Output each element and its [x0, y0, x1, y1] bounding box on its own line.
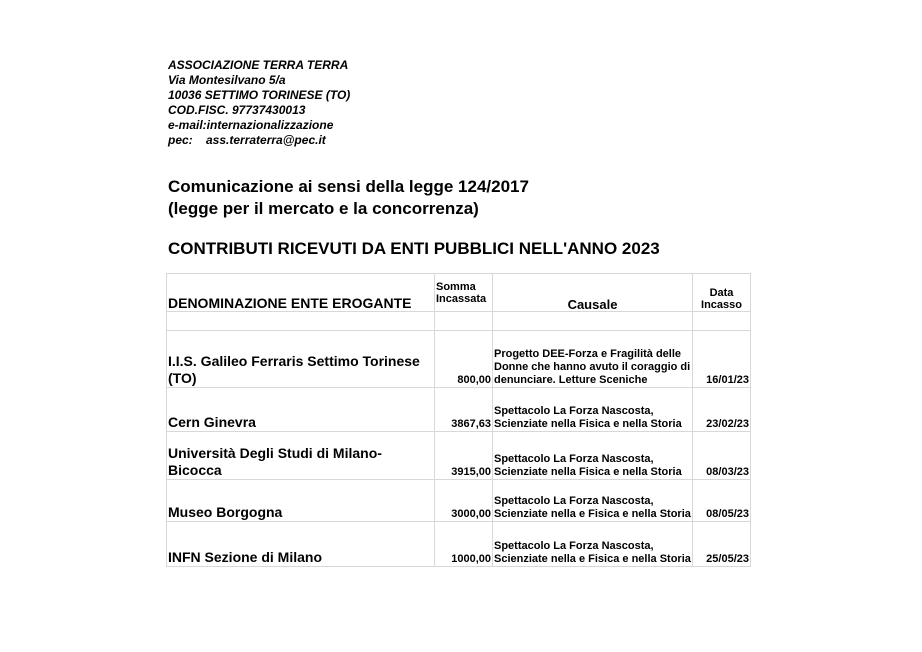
- causale-cell: Spettacolo La Forza Nascosta, Scienziate nella e Fisica e nella Storia: [493, 522, 693, 567]
- sender-address-block: [168, 58, 350, 148]
- header-somma-line-1: Somma: [436, 280, 476, 293]
- data-cell: 08/05/23: [693, 480, 751, 522]
- data-cell: 16/01/23: [693, 331, 751, 388]
- header-causale: Causale: [493, 274, 693, 312]
- header-data-line-1: Data: [709, 287, 734, 299]
- somma-cell: 3867,63: [435, 388, 493, 432]
- causale-cell: Spettacolo La Forza Nascosta, Scienziate nella Fisica e nella Storia: [493, 388, 693, 432]
- data-cell: 23/02/23: [693, 388, 751, 432]
- table-row: [167, 432, 751, 480]
- data-cell: 08/03/23: [693, 432, 751, 480]
- header-ente: DENOMINAZIONE ENTE EROGANTE: [167, 274, 435, 312]
- somma-cell: 3000,00: [435, 480, 493, 522]
- heading-line-2: (legge per il mercato e la concorrenza): [168, 199, 479, 218]
- causale-cell: Spettacolo La Forza Nascosta, Scienziate nella e Fisica e nella Storia: [493, 480, 693, 522]
- document-subtitle: CONTRIBUTI RICEVUTI DA ENTI PUBBLICI NELL'ANNO 2023: [168, 239, 660, 258]
- header-somma-line-2: Incassata: [436, 292, 487, 305]
- empty-cell: [435, 312, 493, 331]
- empty-row: [167, 312, 751, 331]
- ente-cell: Museo Borgogna: [167, 480, 435, 522]
- causale-cell: Spettacolo La Forza Nascosta, Scienziate nella Fisica e nella Storia: [493, 432, 693, 480]
- pec-line: pec: ass.terraterra@pec.it: [168, 133, 326, 147]
- somma-cell: 800,00: [435, 331, 493, 388]
- document-heading: [168, 176, 529, 220]
- somma-cell: 1000,00: [435, 522, 493, 567]
- fiscal-code: COD.FISC. 97737430013: [168, 103, 306, 117]
- table-row: [167, 331, 751, 388]
- empty-cell: [693, 312, 751, 331]
- ente-cell: Cern Ginevra: [167, 388, 435, 432]
- street-address: Via Montesilvano 5/a: [168, 73, 286, 87]
- header-data: [693, 274, 751, 312]
- ente-cell: Università Degli Studi di Milano-Bicocca: [167, 432, 435, 480]
- data-cell: 25/05/23: [693, 522, 751, 567]
- ente-cell: I.I.S. Galileo Ferraris Settimo Torinese (TO): [167, 331, 435, 388]
- ente-cell: INFN Sezione di Milano: [167, 522, 435, 567]
- table-row: [167, 480, 751, 522]
- table-row: [167, 388, 751, 432]
- causale-cell: Progetto DEE-Forza e Fragilità delle Donne che hanno avuto il coraggio di denunciare. Letture Sceniche: [493, 331, 693, 388]
- table-header-row: [167, 274, 751, 312]
- empty-cell: [493, 312, 693, 331]
- email-line: e-mail:internazionalizzazione: [168, 118, 334, 132]
- somma-cell: 3915,00: [435, 432, 493, 480]
- header-data-line-2: Incasso: [701, 299, 742, 311]
- table-row: [167, 522, 751, 567]
- empty-cell: [167, 312, 435, 331]
- city-address: 10036 SETTIMO TORINESE (TO): [168, 88, 351, 102]
- heading-line-1: Comunicazione ai sensi della legge 124/2017: [168, 177, 529, 196]
- header-somma: [435, 274, 493, 312]
- contributions-table: [166, 273, 751, 567]
- org-name: ASSOCIAZIONE TERRA TERRA: [168, 58, 349, 72]
